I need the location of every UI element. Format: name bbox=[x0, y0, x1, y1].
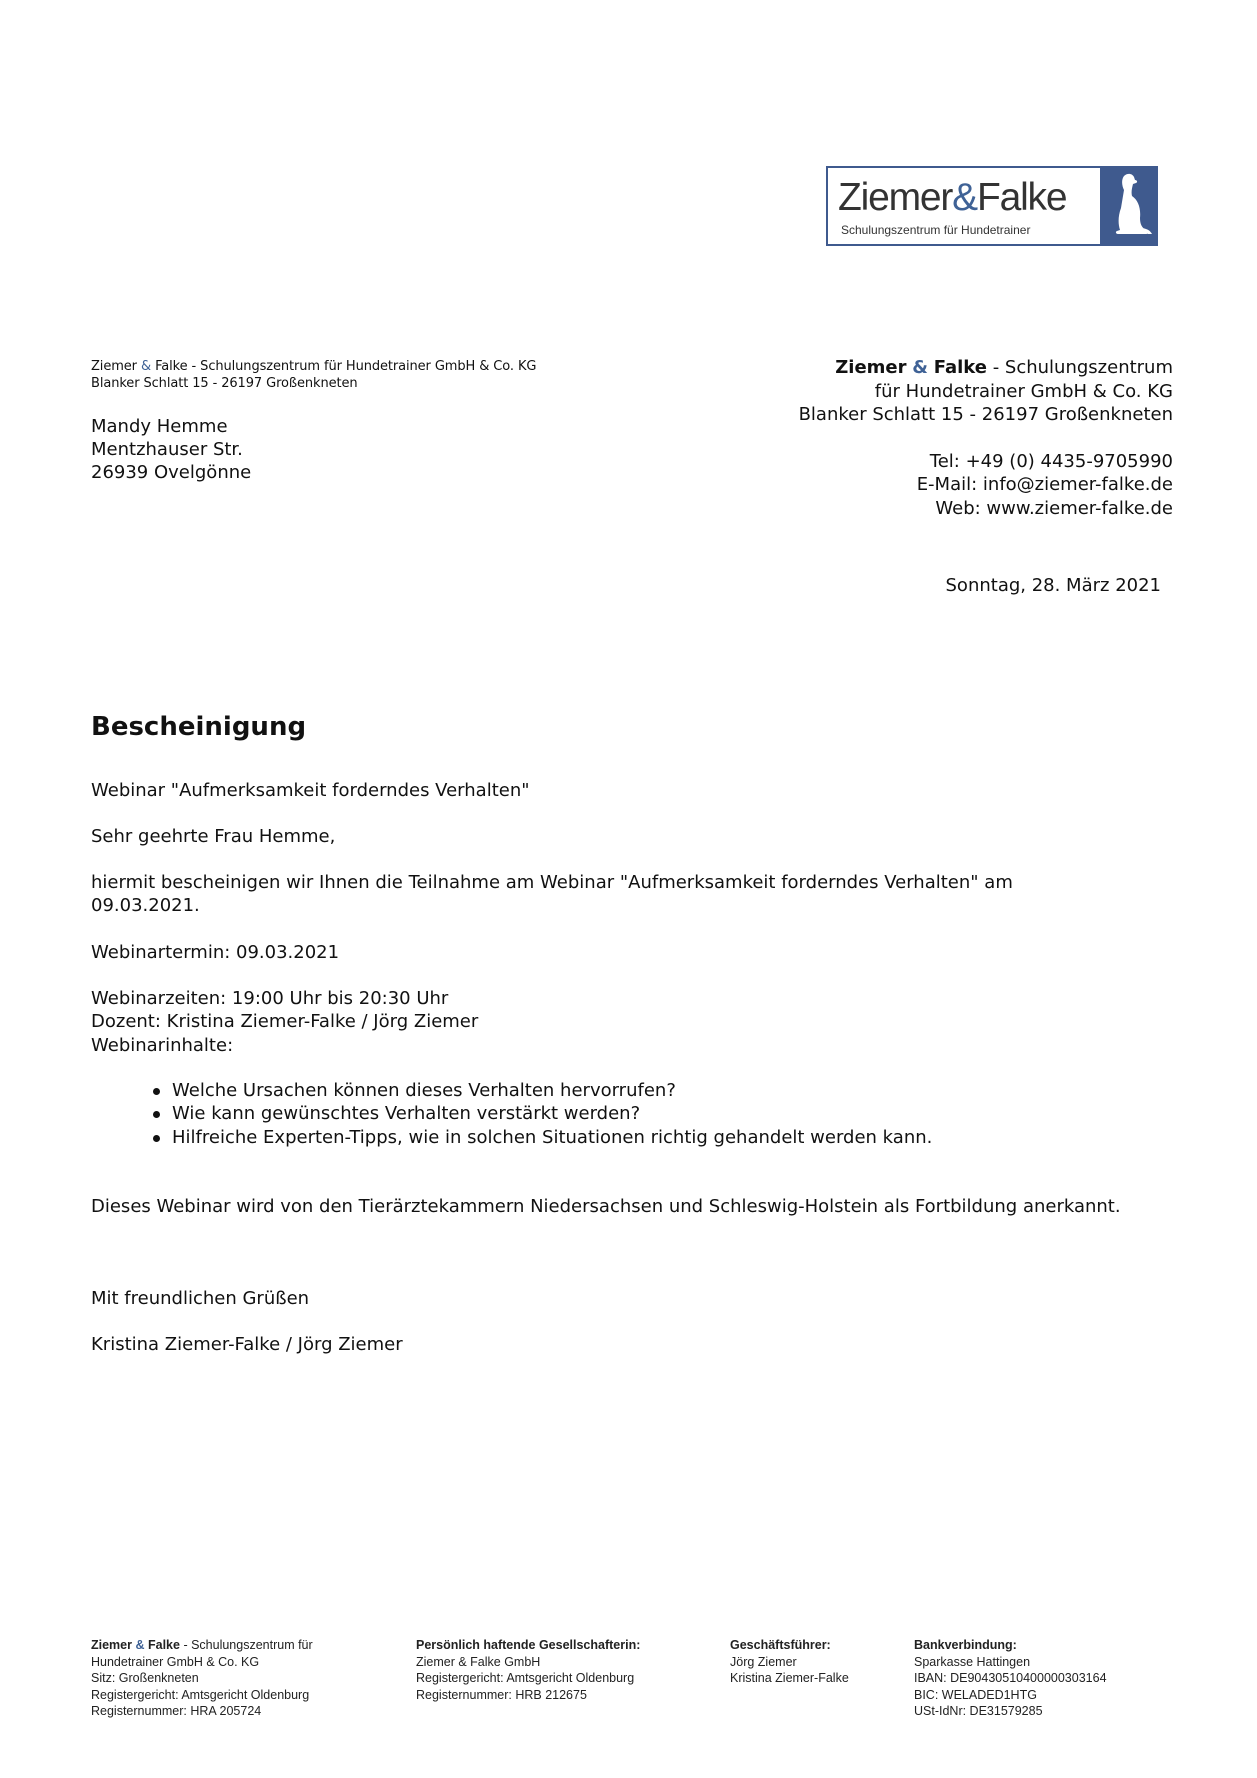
signatories: Kristina Ziemer-Falke / Jörg Ziemer bbox=[91, 1334, 403, 1355]
webinar-date: Webinartermin: 09.03.2021 bbox=[91, 942, 340, 963]
company-phone: Tel: +49 (0) 4435-9705990 bbox=[929, 450, 1173, 472]
list-item: Welche Ursachen können dieses Verhalten hervorrufen? bbox=[91, 1079, 1171, 1102]
webinar-lecturer: Dozent: Kristina Ziemer-Falke / Jörg Ziemer bbox=[91, 1011, 479, 1033]
list-item: Wie kann gewünschtes Verhalten verstärkt werden? bbox=[91, 1102, 1171, 1125]
company-web: Web: www.ziemer-falke.de bbox=[935, 497, 1173, 519]
recipient-address bbox=[91, 415, 251, 484]
recipient-name: Mandy Hemme bbox=[91, 416, 228, 437]
subject-line: Webinar "Aufmerksamkeit forderndes Verhalten" bbox=[91, 780, 530, 801]
recipient-city: 26939 Ovelgönne bbox=[91, 462, 252, 483]
letter-date: Sonntag, 28. März 2021 bbox=[945, 575, 1161, 596]
webinar-times: Webinarzeiten: 19:00 Uhr bis 20:30 Uhr bbox=[91, 988, 449, 1009]
company-email: E-Mail: info@ziemer-falke.de bbox=[916, 474, 1173, 495]
document-title: Bescheinigung bbox=[91, 712, 307, 742]
footer-partner: Persönlich haftende Gesellschafterin: Ziemer & Falke GmbH Registergericht: Amtsgericht Oldenburg Registernummer: HRB 212675 bbox=[416, 1638, 641, 1702]
logo-wordmark: Ziemer&Falke bbox=[838, 176, 1067, 219]
footer-bank: Bankverbindung: Sparkasse Hattingen IBAN: DE90430510400000303164 BIC: WELADED1HTG USt-IdNr: DE31579285 bbox=[914, 1638, 1107, 1719]
recognition-note: Dieses Webinar wird von den Tierärztekammern Niedersachsen und Schleswig-Holstein als Fortbildung anerkannt. bbox=[91, 1196, 1121, 1217]
webinar-contents-label: Webinarinhalte: bbox=[91, 1034, 234, 1056]
webinar-details bbox=[91, 987, 1171, 1057]
company-logo bbox=[826, 166, 1158, 246]
list-item: Hilfreiche Experten-Tipps, wie in solchen Situationen richtig gehandelt werden kann. bbox=[91, 1126, 1171, 1149]
recipient-street: Mentzhauser Str. bbox=[91, 439, 243, 460]
certification-paragraph: hiermit bescheinigen wir Ihnen die Teilnahme am Webinar "Aufmerksamkeit forderndes Verhalten" am 09.03.2021. bbox=[91, 872, 1013, 917]
sender-return-address: Ziemer & Falke - Schulungszentrum für Hundetrainer GmbH & Co. KG Blanker Schlatt 15 - 26197 Großenkneten bbox=[91, 359, 537, 391]
closing: Mit freundlichen Grüßen bbox=[91, 1288, 310, 1309]
topics-list bbox=[91, 1079, 1171, 1149]
logo-tagline: Schulungszentrum für Hundetrainer bbox=[841, 223, 1031, 237]
salutation: Sehr geehrte Frau Hemme, bbox=[91, 826, 336, 847]
footer-company: Ziemer & Falke - Schulungszentrum für Hundetrainer GmbH & Co. KG Sitz: Großenkneten Registergericht: Amtsgericht Oldenburg Registernummer: HRA 205724 bbox=[91, 1638, 313, 1719]
dog-silhouette-icon bbox=[1100, 168, 1156, 244]
footer-management: Geschäftsführer: Jörg Ziemer Kristina Ziemer-Falke bbox=[730, 1638, 849, 1686]
company-contact-block: Ziemer & Falke - Schulungszentrum für Hundetrainer GmbH & Co. KG Blanker Schlatt 15 - 26197 Großenkneten Tel: +49 (0) 4435-9705990 E-Mail: info@ziemer-falke.de Web: www.ziemer-falke.de bbox=[798, 357, 1173, 519]
